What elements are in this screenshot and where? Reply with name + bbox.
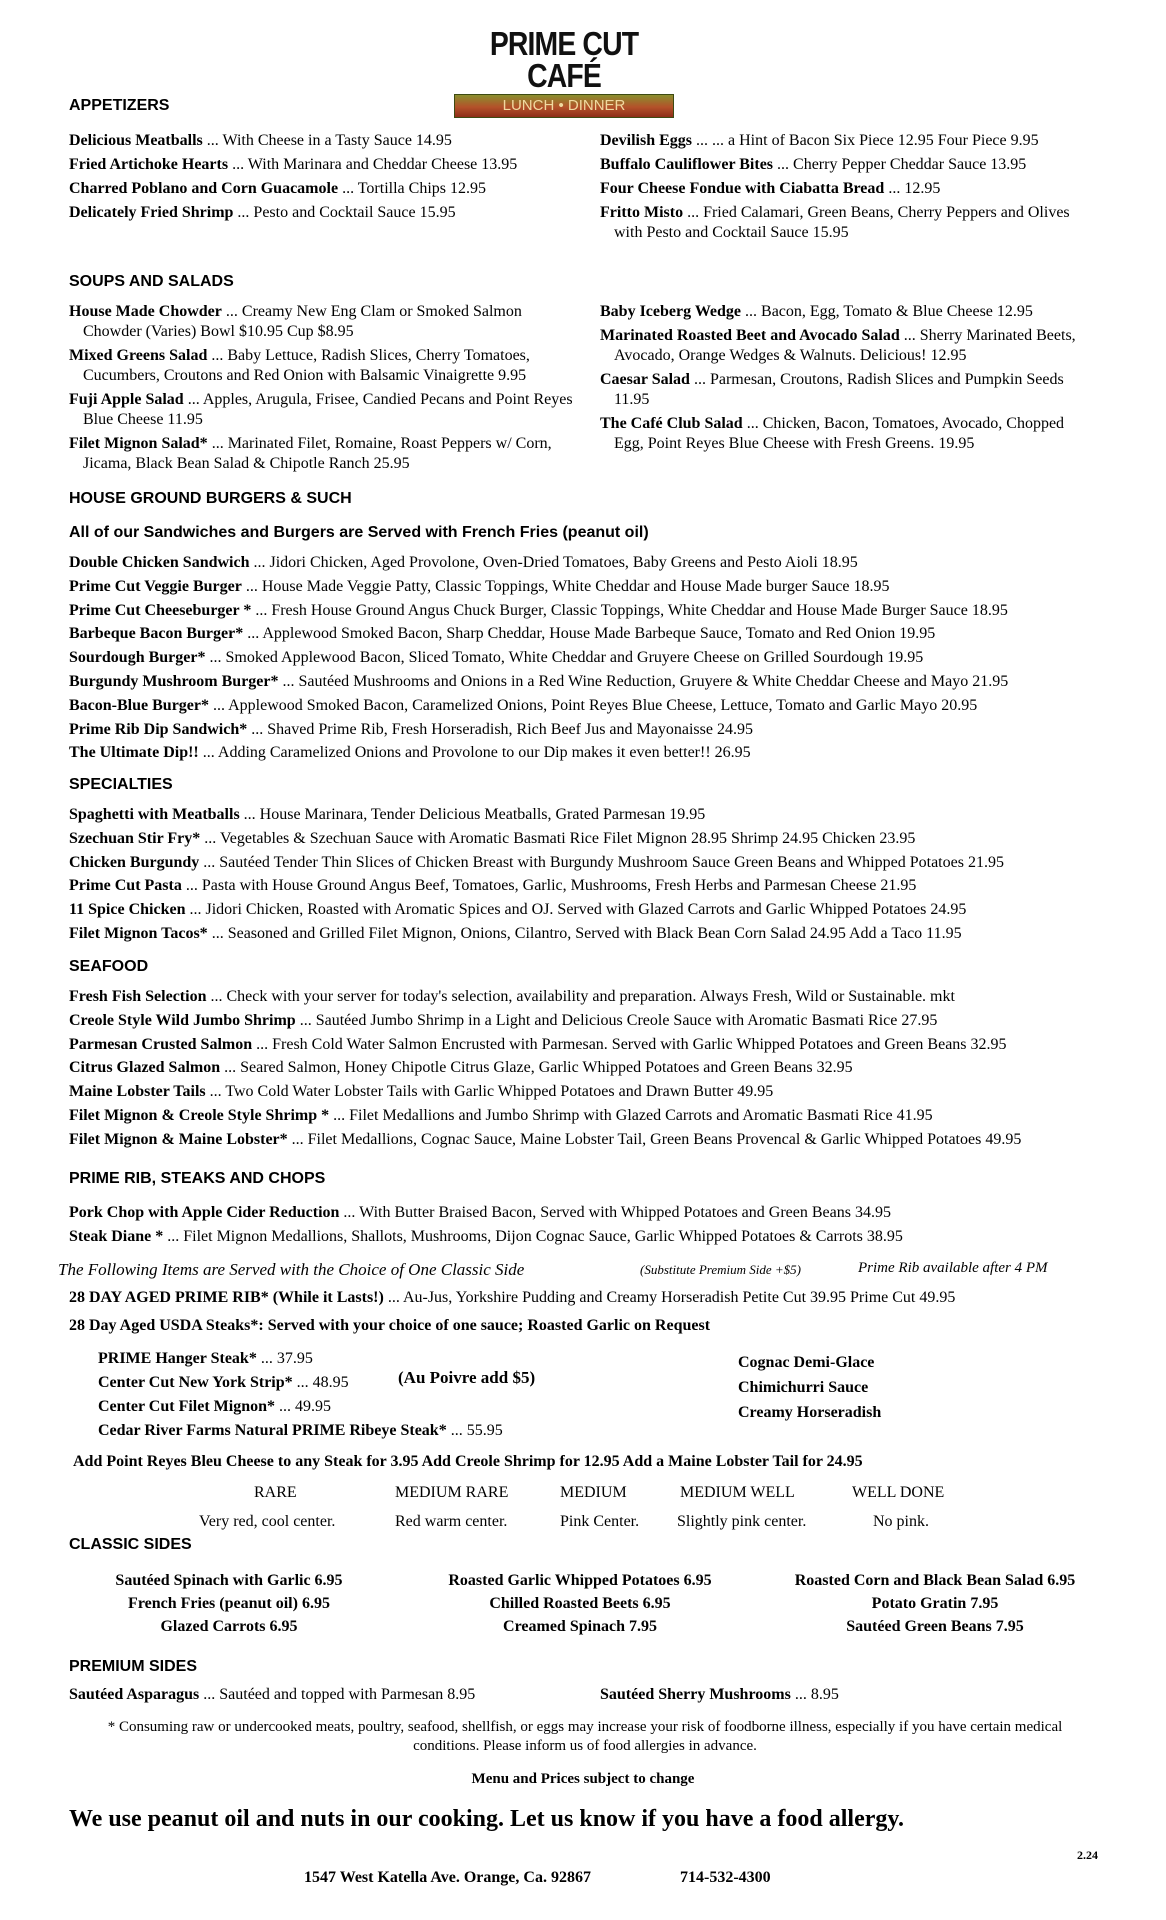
menu-item: Filet Mignon & Creole Style Shrimp * ... Filet Medallions and Jumbo Shrimp with Glazed Carrots and Aromatic Basmati Rice 41.95: [69, 1106, 933, 1124]
menu-item: Prime Cut Veggie Burger ... House Made Veggie Patty, Classic Toppings, White Cheddar and House Made burger Sauce 18.95: [69, 577, 890, 595]
usda-steaks-note: 28 Day Aged USDA Steaks*: Served with your choice of one sauce; Roasted Garlic on Request: [69, 1317, 711, 1334]
steak-item: Cedar River Farms Natural PRIME Ribeye Steak* ... 55.95: [98, 1422, 503, 1439]
menu-item: Baby Iceberg Wedge ... Bacon, Egg, Tomato & Blue Cheese 12.95: [600, 303, 1033, 320]
menu-item: Filet Mignon Tacos* ... Seasoned and Grilled Filet Mignon, Onions, Cilantro, Served with Black Bean Corn Salad 24.95 Add a Taco 11.95: [69, 924, 962, 942]
side-item: Creamed Spinach 7.95: [503, 1618, 657, 1635]
side-item: Roasted Garlic Whipped Potatoes 6.95: [448, 1572, 712, 1589]
menu-item: The Café Club Salad ... Chicken, Bacon, Tomatoes, Avocado, Chopped Egg, Point Reyes Blue Cheese with Fresh Greens. 19.95: [600, 415, 1065, 452]
menu-item: Prime Cut Cheeseburger * ... Fresh House Ground Angus Chuck Burger, Classic Toppings, White Cheddar and House Made Burger Sauce 18.95: [69, 601, 1008, 619]
menu-item: Steak Diane * ... Filet Mignon Medallions, Shallots, Mushrooms, Dijon Cognac Sauce, Garlic Whipped Potatoes & Carrots 38.95: [69, 1227, 903, 1245]
side-item: Glazed Carrots 6.95: [160, 1618, 298, 1635]
menu-item: Caesar Salad ... Parmesan, Croutons, Radish Slices and Pumpkin Seeds 11.95: [600, 371, 1064, 408]
menu-item: Creole Style Wild Jumbo Shrimp ... Sautéed Jumbo Shrimp in a Light and Delicious Creole Sauce with Aromatic Basmati Rice 27.95: [69, 1011, 938, 1029]
menu-item: Fritto Misto ... Fried Calamari, Green Beans, Cherry Peppers and Olives with Pesto and Cocktail Sauce 15.95: [600, 204, 1070, 241]
menu-item: Barbeque Bacon Burger* ... Applewood Smoked Bacon, Sharp Cheddar, House Made Barbeque Sauce, Tomato and Red Onion 19.95: [69, 625, 936, 643]
menu-item: Buffalo Cauliflower Bites ... Cherry Pepper Cheddar Sauce 13.95: [600, 156, 1027, 173]
menu-item: Prime Rib Dip Sandwich* ... Shaved Prime Rib, Fresh Horseradish, Rich Beef Jus and Mayonaisse 24.95: [69, 720, 753, 738]
menu-item: 11 Spice Chicken ... Jidori Chicken, Roasted with Aromatic Spices and OJ. Served with Glazed Carrots and Garlic Whipped Potatoes 24.95: [69, 901, 967, 919]
menu-item: Charred Poblano and Corn Guacamole ... Tortilla Chips 12.95: [69, 180, 486, 197]
menu-item: Maine Lobster Tails ... Two Cold Water Lobster Tails with Garlic Whipped Potatoes and Drawn Butter 49.95: [69, 1083, 774, 1101]
menu-item: Chicken Burgundy ... Sautéed Tender Thin Slices of Chicken Breast with Burgundy Mushroom Sauce Green Beans and Whipped Potatoes 21.95: [69, 853, 1004, 871]
specialties-list: [69, 803, 1129, 946]
prime-rib-availability-note: Prime Rib available after 4 PM: [858, 1260, 1048, 1276]
menu-item: Citrus Glazed Salmon ... Seared Salmon, Honey Chipotle Citrus Glaze, Garlic Whipped Potatoes and Green Beans 32.95: [69, 1059, 853, 1077]
steak-addons: Add Point Reyes Bleu Cheese to any Steak for 3.95 Add Creole Shrimp for 12.95 Add a Maine Lobster Tail for 24.95: [73, 1453, 863, 1470]
doneness-label: RARE: [254, 1484, 297, 1501]
doneness-desc: Pink Center.: [560, 1513, 640, 1530]
side-item: Sautéed Spinach with Garlic 6.95: [115, 1572, 343, 1589]
menu-version: 2.24: [1077, 1848, 1098, 1862]
prime-list: [69, 1201, 1129, 1249]
menu-item: Burgundy Mushroom Burger* ... Sautéed Mushrooms and Onions in a Red Wine Reduction, Gruyere & White Cheddar Cheese and Mayo 21.95: [69, 672, 1009, 690]
menu-item: Marinated Roasted Beet and Avocado Salad ... Sherry Marinated Beets, Avocado, Orange Wedges & Walnuts. Delicious! 12.95: [600, 327, 1076, 364]
doneness-label: WELL DONE: [852, 1484, 945, 1501]
soups-salads-heading: SOUPS AND SALADS: [69, 273, 234, 290]
menu-item: Fresh Fish Selection ... Check with your server for today's selection, availability and preparation. Always Fresh, Wild or Sustainable. mkt: [69, 988, 955, 1005]
classic-sides-heading: CLASSIC SIDES: [69, 1536, 192, 1553]
menu-item: Four Cheese Fondue with Ciabatta Bread ... 12.95: [600, 180, 941, 197]
doneness-desc: Very red, cool center.: [199, 1513, 336, 1530]
menu-item: House Made Chowder ... Creamy New Eng Clam or Smoked Salmon Chowder (Varies) Bowl $10.95 Cup $8.95: [69, 303, 522, 340]
doneness-desc: Slightly pink center.: [677, 1513, 807, 1530]
logo-subtitle: LUNCH • DINNER: [454, 94, 674, 118]
burgers-note: All of our Sandwiches and Burgers are Served with French Fries (peanut oil): [69, 524, 649, 541]
appetizers-heading: APPETIZERS: [69, 97, 170, 114]
sauce-item: Creamy Horseradish: [738, 1404, 882, 1421]
menu-item: Delicately Fried Shrimp ... Pesto and Cocktail Sauce 15.95: [69, 204, 456, 221]
appetizers-right-column: [600, 131, 1100, 247]
menu-item: Filet Mignon Salad* ... Marinated Filet, Romaine, Roast Peppers w/ Corn, Jicama, Black Bean Salad & Chipotle Ranch 25.95: [69, 435, 552, 472]
classic-sides-col3: [775, 1569, 1095, 1638]
seafood-list: [69, 985, 1129, 1152]
premium-sides-heading: PREMIUM SIDES: [69, 1658, 198, 1675]
menu-item: Parmesan Crusted Salmon ... Fresh Cold Water Salmon Encrusted with Parmesan. Served with Garlic Whipped Potatoes and Green Beans 32.95: [69, 1035, 1007, 1053]
classic-sides-col2: [430, 1569, 730, 1638]
consumption-warning: * Consuming raw or undercooked meats, poultry, seafood, shellfish, or eggs may increase your risk of foodborne illness, especially if you have certain medical conditions. Please inform us of food allergies in advance.: [107, 1719, 1063, 1754]
doneness-desc: No pink.: [873, 1513, 929, 1530]
side-item: Sautéed Green Beans 7.95: [846, 1618, 1024, 1635]
menu-item: Devilish Eggs ... ... a Hint of Bacon Six Piece 12.95 Four Piece 9.95: [600, 132, 1039, 149]
sauce-item: Cognac Demi-Glace: [738, 1354, 875, 1371]
menu-item: Filet Mignon & Maine Lobster* ... Filet Medallions, Cognac Sauce, Maine Lobster Tail, Green Beans Provencal & Garlic Whipped Potatoes 49.95: [69, 1130, 1022, 1148]
steaks-list: [98, 1347, 503, 1443]
restaurant-logo: [452, 25, 676, 118]
burgers-heading: HOUSE GROUND BURGERS & SUCH: [69, 490, 352, 507]
menu-item: Sourdough Burger* ... Smoked Applewood Bacon, Sliced Tomato, White Cheddar and Gruyere Cheese on Grilled Sourdough 19.95: [69, 649, 924, 667]
menu-item: Fuji Apple Salad ... Apples, Arugula, Frisee, Candied Pecans and Point Reyes Blue Cheese 11.95: [69, 391, 573, 428]
menu-item: Delicious Meatballs ... With Cheese in a Tasty Sauce 14.95: [69, 132, 452, 149]
substitute-note: (Substitute Premium Side +$5): [640, 1262, 802, 1277]
side-item: French Fries (peanut oil) 6.95: [128, 1595, 330, 1612]
burgers-list: [69, 551, 1129, 765]
side-item: Potato Gratin 7.95: [871, 1595, 999, 1612]
logo-title: PRIME CUT CAFÉ: [489, 25, 639, 94]
doneness-label: MEDIUM WELL: [680, 1484, 795, 1501]
menu-item: Prime Cut Pasta ... Pasta with House Ground Angus Beef, Tomatoes, Garlic, Mushrooms, Fresh Herbs and Parmesan Cheese 21.95: [69, 877, 917, 895]
menu-item: Fried Artichoke Hearts ... With Marinara and Cheddar Cheese 13.95: [69, 156, 518, 173]
au-poivre-note: (Au Poivre add $5): [398, 1368, 536, 1387]
soups-right-column: [600, 302, 1080, 458]
menu-item: Szechuan Stir Fry* ... Vegetables & Szechuan Sauce with Aromatic Basmati Rice Filet Mignon 28.95 Shrimp 24.95 Chicken 23.95: [69, 829, 916, 847]
soups-left-column: [69, 302, 574, 478]
aged-prime-rib-item: 28 DAY AGED PRIME RIB* (While it Lasts!) ... Au-Jus, Yorkshire Pudding and Creamy Horseradish Petite Cut 39.95 Prime Cut 49.95: [69, 1289, 956, 1306]
menu-item: Sautéed Asparagus ... Sautéed and topped with Parmesan 8.95: [69, 1686, 476, 1703]
classic-sides-col1: [89, 1569, 369, 1638]
doneness-desc: Red warm center.: [395, 1513, 508, 1530]
address: 1547 West Katella Ave. Orange, Ca. 92867: [304, 1869, 591, 1886]
doneness-label: MEDIUM: [560, 1484, 627, 1501]
seafood-heading: SEAFOOD: [69, 958, 149, 975]
side-item: Roasted Corn and Black Bean Salad 6.95: [794, 1572, 1076, 1589]
allergy-notice: We use peanut oil and nuts in our cooking. Let us know if you have a food allergy.: [69, 1806, 905, 1832]
prices-subject-to-change: Menu and Prices subject to change: [471, 1771, 695, 1787]
specialties-heading: SPECIALTIES: [69, 776, 173, 793]
menu-item: Spaghetti with Meatballs ... House Marinara, Tender Delicious Meatballs, Grated Parmesan 19.95: [69, 806, 706, 823]
appetizers-left-column: [69, 131, 569, 227]
menu-item: Pork Chop with Apple Cider Reduction ... With Butter Braised Bacon, Served with Whipped Potatoes and Green Beans 34.95: [69, 1204, 891, 1221]
doneness-label: MEDIUM RARE: [395, 1484, 509, 1501]
sauce-list: [738, 1350, 881, 1425]
menu-item: Sautéed Sherry Mushrooms ... 8.95: [600, 1686, 839, 1703]
menu-item: Bacon-Blue Burger* ... Applewood Smoked Bacon, Caramelized Onions, Point Reyes Blue Cheese, Lettuce, Tomato and Garlic Mayo 20.95: [69, 696, 978, 714]
steak-item: Center Cut New York Strip* ... 48.95: [98, 1374, 349, 1391]
prime-heading: PRIME RIB, STEAKS AND CHOPS: [69, 1170, 326, 1187]
sauce-item: Chimichurri Sauce: [738, 1379, 869, 1396]
menu-item: Mixed Greens Salad ... Baby Lettuce, Radish Slices, Cherry Tomatoes, Cucumbers, Croutons and Red Onion with Balsamic Vinaigrette 9.95: [69, 347, 530, 384]
steak-item: Center Cut Filet Mignon* ... 49.95: [98, 1398, 332, 1415]
phone-number: 714-532-4300: [680, 1869, 771, 1886]
steak-item: PRIME Hanger Steak* ... 37.95: [98, 1350, 313, 1367]
side-item: Chilled Roasted Beets 6.95: [489, 1595, 671, 1612]
menu-item: Double Chicken Sandwich ... Jidori Chicken, Aged Provolone, Oven-Dried Tomatoes, Baby Greens and Pesto Aioli 18.95: [69, 554, 858, 571]
classic-side-note: The Following Items are Served with the Choice of One Classic Side: [58, 1260, 525, 1279]
menu-item: The Ultimate Dip!! ... Adding Caramelized Onions and Provolone to our Dip makes it even better!! 26.95: [69, 744, 751, 762]
